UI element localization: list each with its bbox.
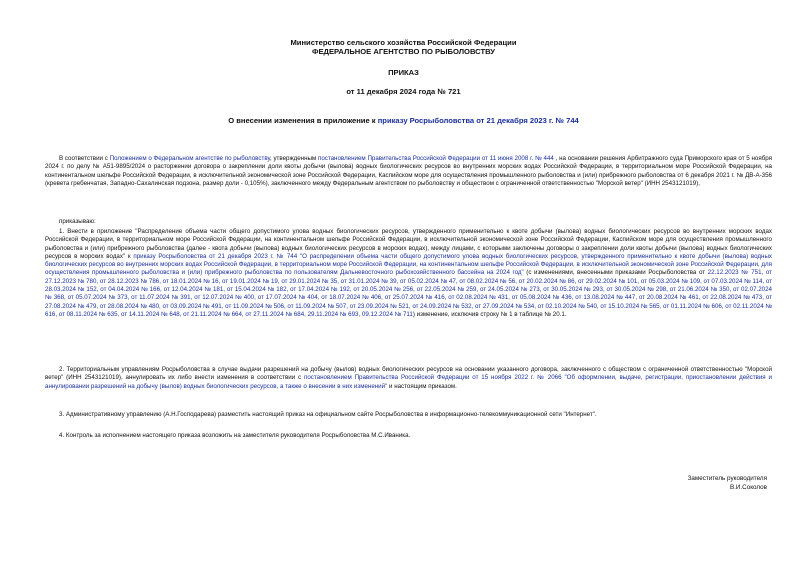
item-1-text-1: 1. Внести в приложение "Распределение объема части общего допустимого улова водных биологических ресурсов, утвержденного применительно к квоте добычи (вылова) водных биологических ресурсов во внутренних морских водах Российской Федерации, в территориальном море Российской Федерации, на континентальном шельфе Российской Федерации, в исключительной экономической зоне Российской Федерации, Каспийском море для осуществления промышленного рыболовства и (или) прибрежного рыболовства (далее - квота добычи (вылова) водных биологических ресурсов в морских водах), между лицами, с которыми заключены договоры о закреплении доли квоты добычи (вылова) водных биологических ресурсов в морских водах" к (45, 228, 772, 260)
doc-type: ПРИКАЗ (388, 68, 419, 77)
item-4 (45, 432, 772, 440)
doc-title-link[interactable]: приказу Росрыболовства от 21 декабря 2023 г. № 744 (377, 116, 579, 125)
signature-name: В.И.Соколов (729, 483, 767, 491)
item-1-text-2: (с изменениями, внесенными приказами Росрыболовства от (523, 269, 708, 277)
item-3 (45, 411, 772, 419)
item-1-link-amendments[interactable]: 22.12.2023 № 751, от 27.12.2023 № 780, от 28.12.2023 № 786, от 18.01.2024 № 16, от 19.01.2024 № 19, от 29.01.2024 № 35, от 31.01.2024 № 39, от 05.02.2024 № 47, от 08.02.2024 № 56, от 20.02.2024 № 86, от 29.02.2024 № 101, от 05.03.2024 № 109, от 07.03.2024 № 114, от 28.03.2024 № 152, от 04.04.2024 № 166, от 12.04.2024 № 181, от 15.04.2024 № 182, от 17.04.2024 № 192, от 20.05.2024 № 256, от 22.05.2024 № 259, от 24.05.2024 № 273, от 30.05.2024 № 293, от 30.05.2024 № 298, от 21.06.2024 № 350, от 02.07.2024 № 368, от 05.07.2024 № 373, от 11.07.2024 № 391, от 12.07.2024 № 400, от 17.07.2024 № 404, от 18.07.2024 № 406, от 25.07.2024 № 416, от 02.08.2024 № 431, от 05.08.2024 № 436, от 13.08.2024 № 447, от 20.08.2024 № 461, от 22.08.2024 № 473, от 27.08.2024 № 479, от 28.08.2024 № 480, от 03.09.2024 № 491, от 11.09.2024 № 506, от 11.09.2024 № 507, от 23.09.2024 № 521, от 24.09.2024 № 532, от 27.09.2024 № 534, от 02.10.2024 № 540, от 15.10.2024 № 565, от 01.11.2024 № 606, от 02.11.2024 № 616, от 08.11.2024 № 635, от 14.11.2024 № 648, от 21.11.2024 № 664, от 27.11.2024 № 684, 29.11.2024 № 693, 09.12.2024 № 711 (45, 269, 772, 318)
item-1-text-3: ) изменение, исключив строку № 1 в таблице № 20.1. (412, 310, 567, 318)
doc-date-number: от 11 декабря 2024 года № 721 (346, 87, 461, 96)
item-2-link-resolution-2066[interactable]: постановлением Правительства Российской Федерации от 15 ноября 2022 г. № 2066 "Об оформлении, выдаче, регистрации, приостановлении действия и аннулировании разрешений на добычу (вылов) водных биологических ресурсов, а также о внесении в них изменений" (45, 374, 772, 390)
ministry-name: Министерство сельского хозяйства Российской Федерации (290, 38, 517, 47)
preamble-link-regulation[interactable]: Положением о Федеральном агентстве по рыболовству (109, 155, 270, 162)
doc-title (0, 116, 807, 125)
preamble-text-3: , на основании решения Арбитражного суда Приморского края от 5 ноября 2024 г. по делу № А51-9895/2024 о расторжении договора о закреплении доли квоты добычи (вылова) водных биологических ресурсов во внутренних морских водах Российской Федерации, в территориальном море Российской Федерации, на континентальном шельфе Российской Федерации, в исключительной экономической зоне Российской Федерации, Каспийском море для осуществления промышленного рыболовства и (или) прибрежного рыболовства от 6 декабря 2021 г. № ДВ-А-356 (кревета гребенчатая, Западно-Сахалинская подзона, размер доли - 0,105%), заключенного между Федеральным агентством по рыболовству и обществом с ограниченной ответственностью "Морской ветер" (ИНН 2543121019), (45, 155, 772, 187)
item-2-text-2: и настоящим приказом. (387, 382, 457, 390)
signature-block (688, 475, 767, 492)
signature-position: Заместитель руководителя (687, 475, 767, 482)
preamble (45, 155, 772, 188)
preamble-text-1: В соответствии с (59, 155, 110, 162)
preamble-text-2: , утвержденным (269, 155, 318, 162)
item-2 (45, 366, 772, 391)
order-word-text: приказываю: (59, 218, 96, 225)
item-1-link-order-744[interactable]: приказу Росрыболовства от 21 декабря 2023 г. № 744 "О распределении объема части общего допустимого улова водных биологических ресурсов, утвержденного применительно к квоте добычи (вылова) водных биологических ресурсов во внутренних морских водах Российской Федерации, в территориальном море Российской Федерации, на континентальном шельфе Российской Федерации, в исключительной экономической зоне Российской Федерации, для осуществления промышленного рыболовства и (или) прибрежного рыболовства по пользователям Дальневосточного рыбохозяйственного бассейна на 2024 год" (45, 252, 772, 277)
item-4-text: 4. Контроль за исполнением настоящего приказа возложить на заместителя руководителя Росрыболовства М.С.Иваника. (59, 432, 411, 439)
order-word (45, 218, 772, 226)
preamble-link-resolution[interactable]: постановлением Правительства Российской Федерации от 11 июня 2008 г. № 444 (317, 155, 554, 162)
item-2-text-1: 2. Территориальным управлениям Росрыболовства в случае выдачи разрешений на добычу (вылов) водных биологических ресурсов на основании указанного договора, заключенного с обществом с ограниченной ответственностью "Морской ветер" (ИНН 2543121019), аннулировать их либо внести изменения в соответствии с (45, 366, 772, 382)
agency-name: ФЕДЕРАЛЬНОЕ АГЕНТСТВО ПО РЫБОЛОВСТВУ (312, 47, 495, 56)
item-1 (45, 228, 772, 319)
item-3-text: 3. Административному управлению (А.Н.Господарева) разместить настоящий приказ на официальном сайте Росрыболовства в информационно-телекоммуникационной сети "Интернет". (59, 411, 597, 418)
doc-title-prefix: О внесении изменения в приложение к (228, 116, 378, 125)
